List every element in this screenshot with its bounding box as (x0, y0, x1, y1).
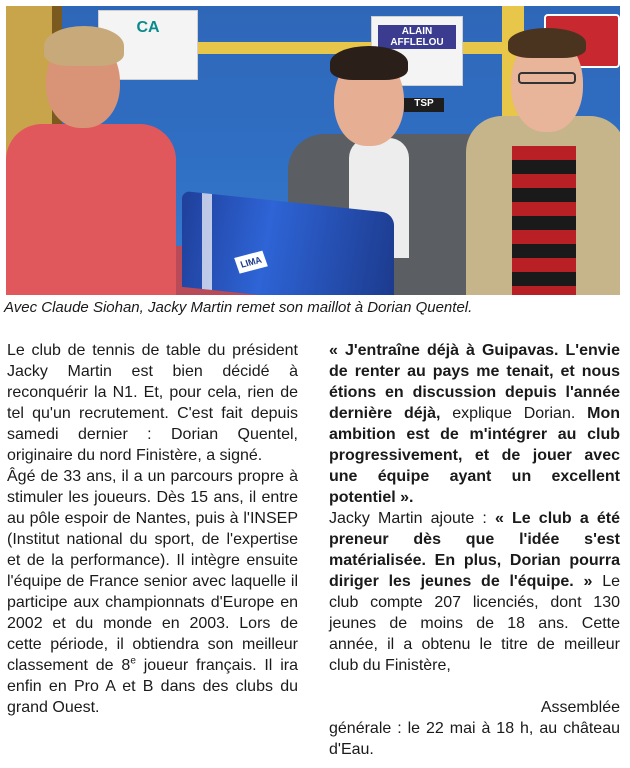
person-hair (44, 26, 124, 66)
article-paragraph: Le club de tennis de table du président Jacky Martin est bien décidé à reconquérir la N1. Et, pour cela, rien de tel qu'un recrutement. C'est fait depuis samedi dernier : Dorian Quentel, originaire du nord Finistère, a signé. (7, 342, 298, 464)
article-paragraph (329, 340, 620, 508)
person-hair (330, 46, 408, 80)
article-paragraph (329, 508, 620, 676)
jersey-logo: LIMA (234, 251, 268, 274)
article-column-right (329, 340, 620, 760)
article-photo (6, 6, 620, 295)
assembly-label: Assemblée (540, 699, 620, 716)
sponsor-sign-ca-text: CA (136, 19, 160, 36)
photo-caption: Avec Claude Siohan, Jacky Martin remet son maillot à Dorian Quentel. (4, 299, 473, 316)
article-column-left (7, 340, 298, 718)
sponsor-sign-alain-text: ALAIN AFFLELOU (378, 25, 456, 49)
quote-text: « Le club a été preneur dès que l'idée s'est matérialisée. En plus, Dorian pourra diriger les jeunes de l'équipe. » (329, 510, 620, 590)
article-text: Le club compte 207 licenciés, dont 130 jeunes de moins de 18 ans. Cette année, il a obtenu le titre de meilleur club du Finistère, (329, 573, 620, 674)
person-body (6, 124, 176, 295)
assembly-text: générale : le 22 mai à 18 h, au château d'Eau. (329, 720, 620, 758)
sponsor-sign-tsp (404, 98, 444, 112)
jersey-stripe (202, 193, 212, 290)
article-text: Jacky Martin ajoute : (329, 510, 495, 527)
sponsor-sign-tsp-text: TSP (414, 98, 434, 109)
article-paragraph (7, 466, 298, 718)
quote-text: Mon ambition est de m'intégrer au club progressivement, et de jouer avec une équipe ayant un excellent potentiel ». (329, 405, 620, 506)
person-shirt (512, 146, 576, 295)
spacer (329, 676, 620, 697)
quote-text: « J'entraîne déjà à Guipavas. L'envie de renter au pays me tenait, et nous étions en discussion depuis l'année dernière déjà, (329, 342, 620, 422)
article-text: explique Dorian. (440, 405, 588, 422)
article-text: joueur français. Il ira enfin en Pro A et B dans des clubs du grand Ouest. (7, 657, 298, 716)
ordinal-suffix: e (130, 655, 136, 667)
glasses-icon (518, 72, 576, 84)
person-hair (508, 28, 586, 58)
article-text: Âgé de 33 ans, il a un parcours propre à stimuler les joueurs. Dès 15 ans, il entre au pôle espoir de Nantes, puis à l'INSEP (Institut national du sport, de l'expertise et de la performance). Il intègre ensuite l'équipe de France senior avec laquelle il participe aux championnats d'Europe en 2002 et du monde en 2003. Lors de cette période, il obtiendra son meilleur classement de 8 (7, 468, 298, 674)
